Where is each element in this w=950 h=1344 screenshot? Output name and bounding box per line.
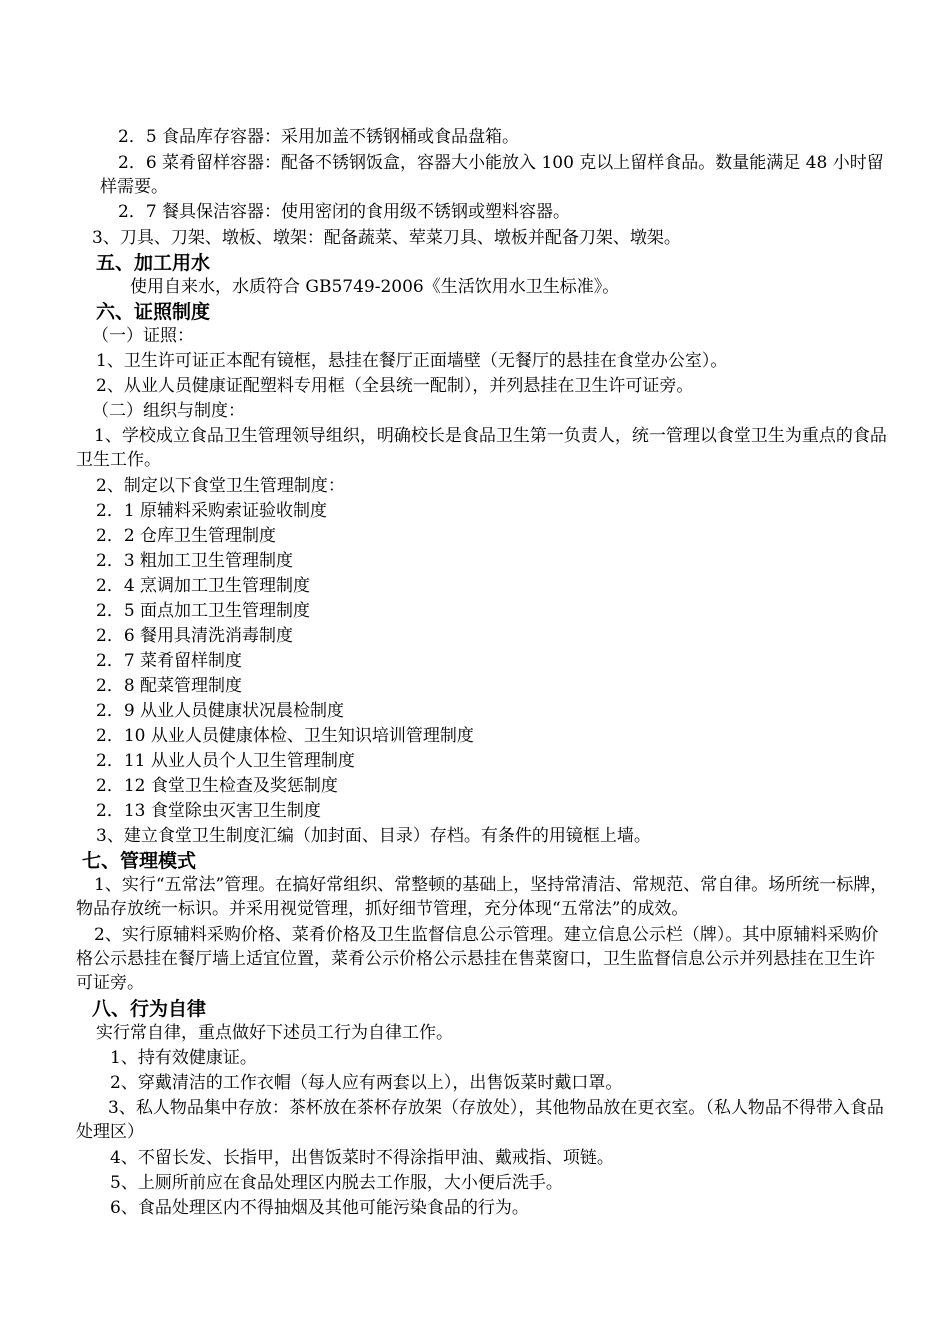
text-paragraph: 3、私人物品集中存放：茶杯放在茶杯存放架（存放处），其他物品放在更衣室。（私人物品不得带入食品处理区） (76, 1098, 884, 1142)
list-item: 2．10 从业人员健康体检、卫生知识培训管理制度 (96, 726, 474, 746)
section-heading: 七、管理模式 (82, 850, 197, 872)
text-line: 实行常自律，重点做好下述员工行为自律工作。 (96, 1023, 453, 1043)
text-line: 1、卫生许可证正本配有镜框，悬挂在餐厅正面墙壁（无餐厅的悬挂在食堂办公室）。 (96, 351, 728, 371)
section-heading: 八、行为自律 (92, 998, 207, 1020)
text-line: 2、从业人员健康证配塑料专用框（全县统一配制），并列悬挂在卫生许可证旁。 (96, 376, 694, 396)
subsection-heading: （一）证照： (92, 326, 194, 346)
list-item: 2．1 原辅料采购索证验收制度 (96, 501, 328, 521)
list-item: 2．13 食堂除虫灭害卫生制度 (96, 801, 321, 821)
text-paragraph: 2．6 菜肴留样容器：配备不锈钢饭盒，容器大小能放入 100 克以上留样食品。数量能满足 48 小时留样需要。 (100, 153, 884, 197)
subsection-heading: （二）组织与制度： (92, 401, 245, 421)
text-line: 4、不留长发、长指甲，出售饭菜时不得涂指甲油、戴戒指、项链。 (110, 1148, 614, 1168)
list-item: 2．12 食堂卫生检查及奖惩制度 (96, 776, 338, 796)
text-line: 2．7 餐具保洁容器：使用密闭的食用级不锈钢或塑料容器。 (118, 202, 571, 222)
text-line: 5、上厕所前应在食品处理区内脱去工作服，大小便后洗手。 (110, 1173, 563, 1193)
list-item: 2．9 从业人员健康状况晨检制度 (96, 701, 345, 721)
list-item: 2．3 粗加工卫生管理制度 (96, 551, 294, 571)
text-paragraph: 1、实行“五常法”管理。在搞好常组织、常整顿的基础上，坚持常清洁、常规范、常自律。场所统一标牌，物品存放统一标识。并采用视觉管理，抓好细节管理，充分体现“五常法”的成效。 (76, 875, 888, 919)
list-item: 2．5 面点加工卫生管理制度 (96, 601, 311, 621)
text-line: 1、持有效健康证。 (110, 1048, 257, 1068)
text-line: 2、制定以下食堂卫生管理制度： (96, 476, 345, 496)
text-paragraph: 2、实行原辅料采购价格、菜肴价格及卫生监督信息公示管理。建立信息公示栏（牌）。其中原辅料采购价格公示悬挂在餐厅墙上适宜位置，菜肴公示价格公示悬挂在售菜窗口，卫生监督信息公示并列悬挂在卫生许可证旁。 (76, 925, 879, 993)
text-line: 3、建立食堂卫生制度汇编（加封面、目录）存档。有条件的用镜框上墙。 (96, 826, 651, 846)
text-line: 3、刀具、刀架、墩板、墩架：配备蔬菜、荤菜刀具、墩板并配备刀架、墩架。 (92, 228, 681, 248)
list-item: 2．2 仓库卫生管理制度 (96, 526, 277, 546)
text-paragraph: 1、学校成立食品卫生管理领导组织，明确校长是食品卫生第一负责人，统一管理以食堂卫生为重点的食品卫生工作。 (76, 426, 887, 470)
section-heading: 五、加工用水 (96, 252, 211, 274)
list-item: 2．7 菜肴留样制度 (96, 651, 243, 671)
text-line: 2．5 食品库存容器：采用加盖不锈钢桶或食品盘箱。 (118, 127, 520, 147)
list-item: 2．6 餐用具清洗消毒制度 (96, 626, 294, 646)
list-item: 2．8 配菜管理制度 (96, 676, 243, 696)
text-line: 6、食品处理区内不得抽烟及其他可能污染食品的行为。 (110, 1198, 529, 1218)
text-line: 使用自来水，水质符合 GB5749-2006《生活饮用水卫生标准》。 (130, 277, 620, 297)
list-item: 2．11 从业人员个人卫生管理制度 (96, 751, 355, 771)
section-heading: 六、证照制度 (96, 301, 211, 323)
text-line: 2、穿戴清洁的工作衣帽（每人应有两套以上），出售饭菜时戴口罩。 (110, 1073, 623, 1093)
list-item: 2．4 烹调加工卫生管理制度 (96, 576, 311, 596)
